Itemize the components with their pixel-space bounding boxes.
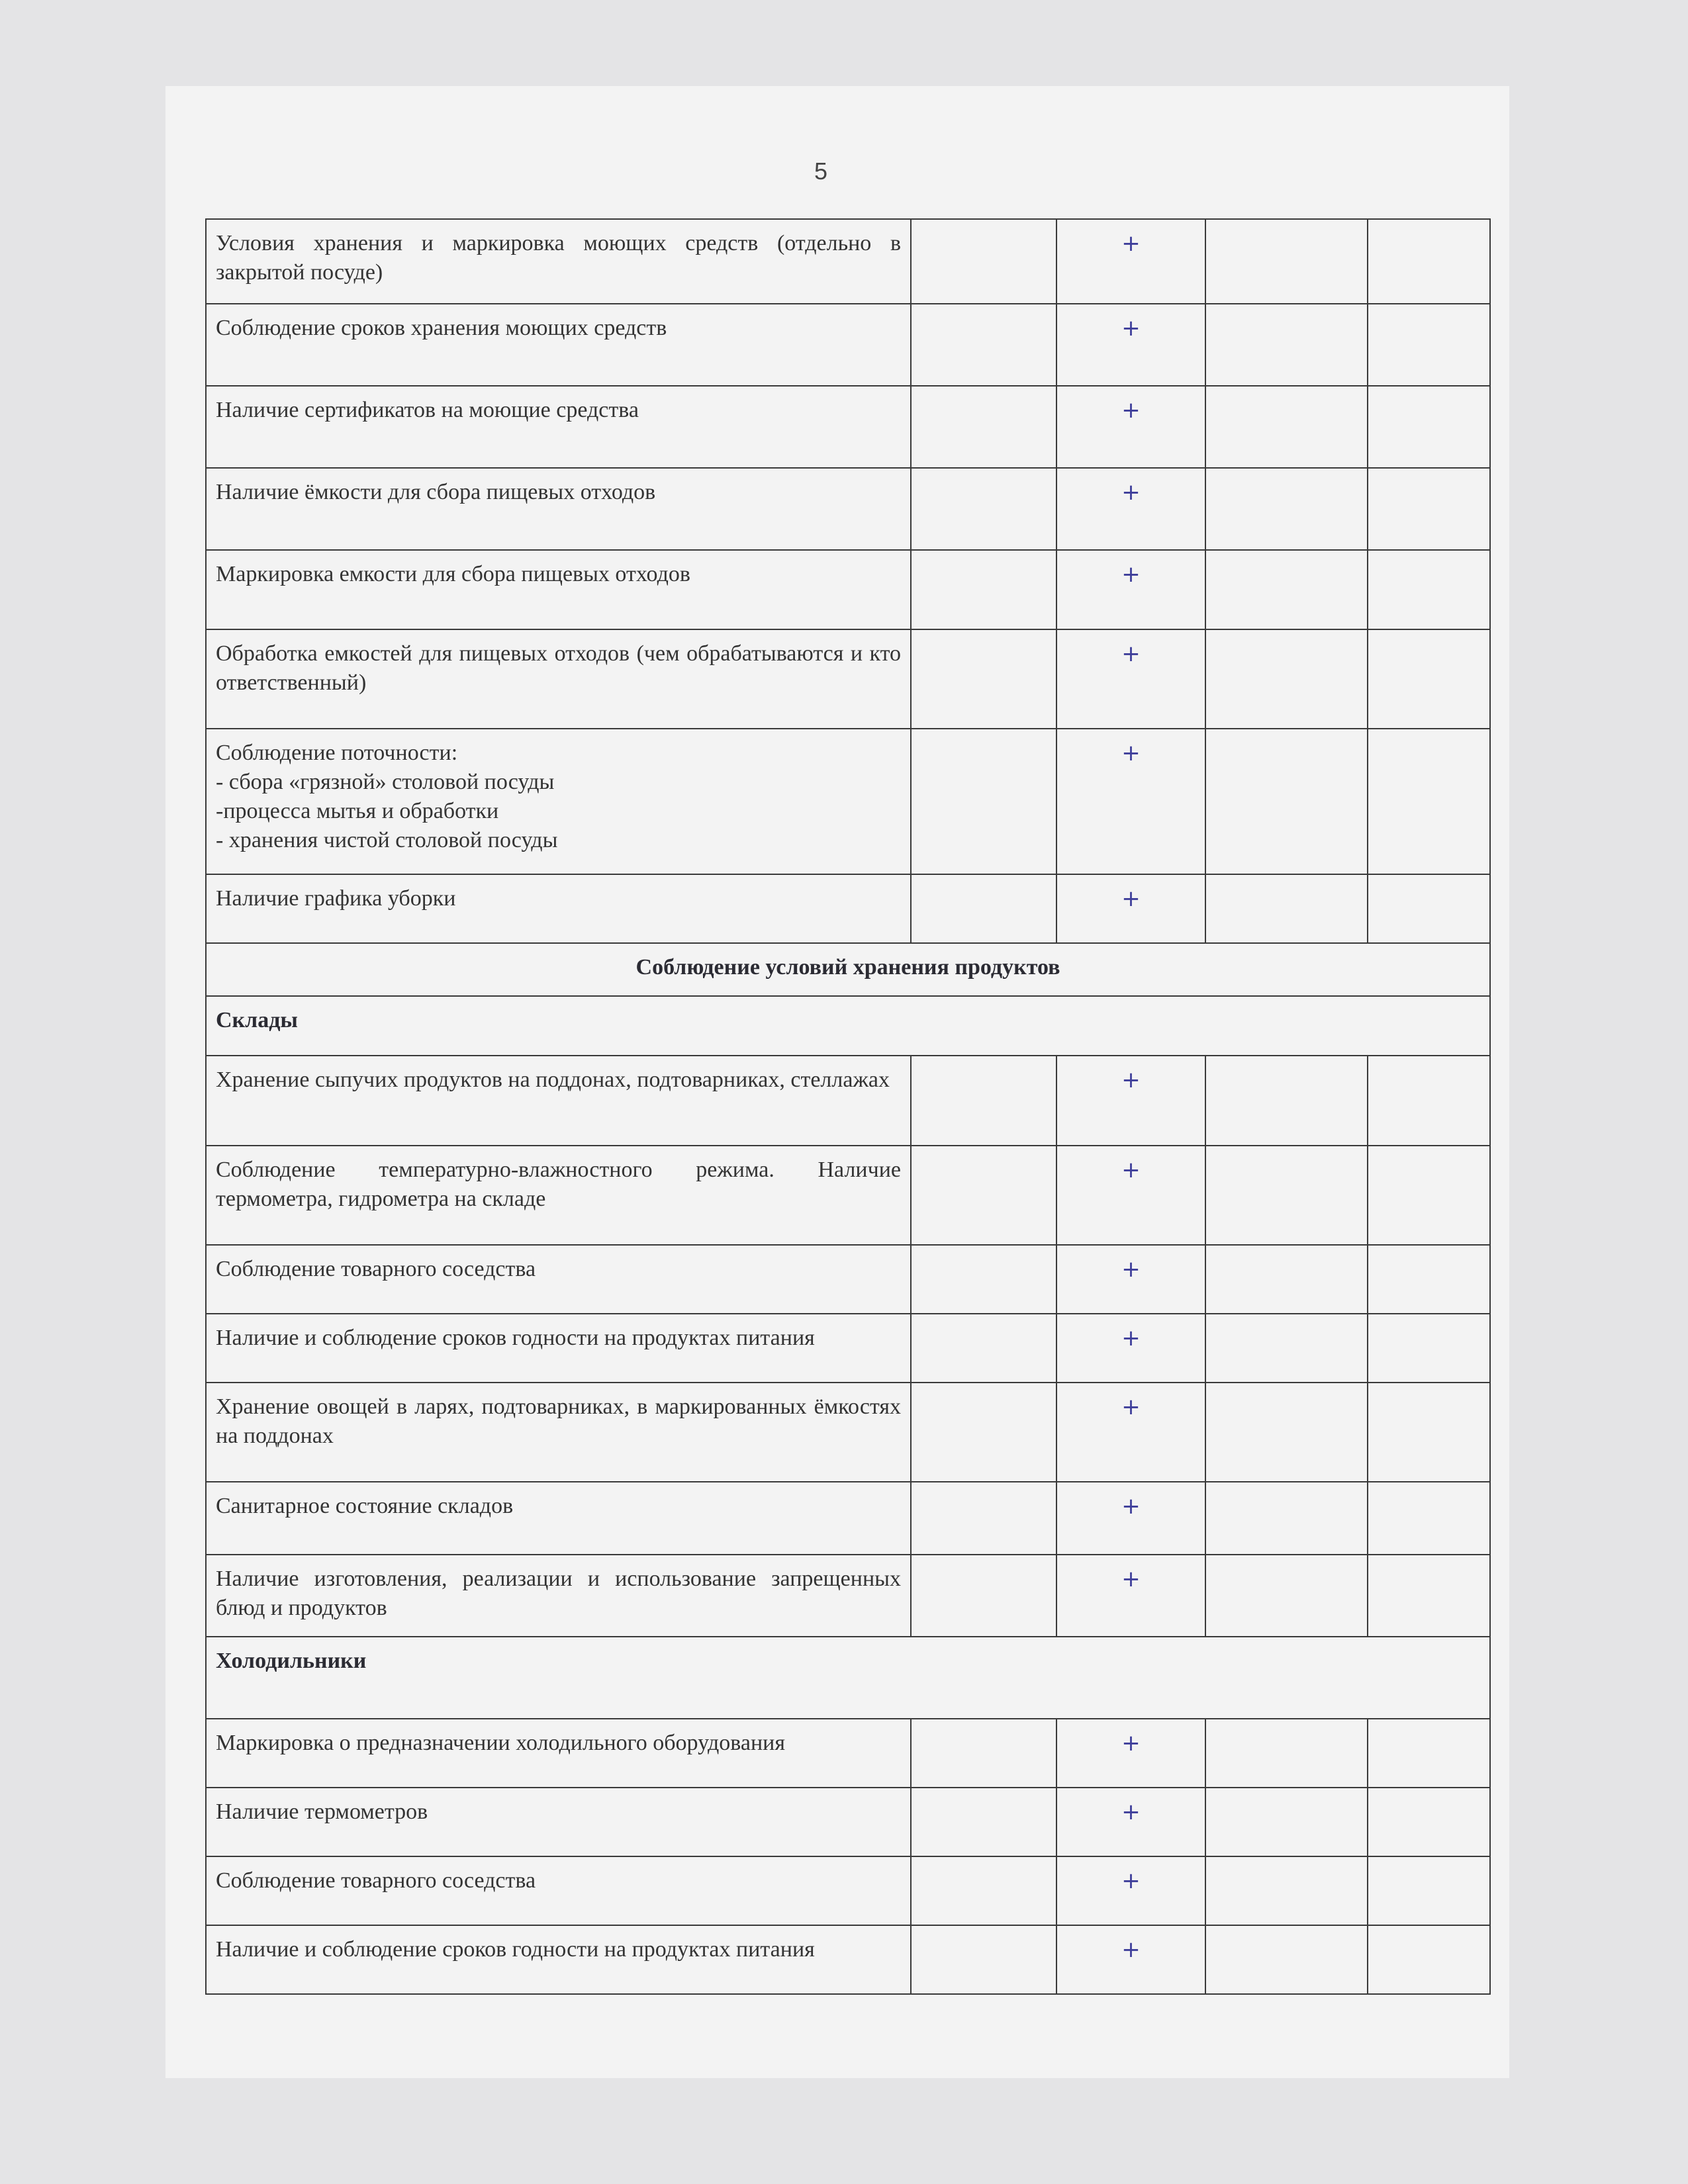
check-mark: + [1056, 1383, 1205, 1482]
checklist-table [205, 218, 1491, 1995]
empty-cell [1205, 1925, 1368, 1994]
check-item: Наличие и соблюдение сроков годности на продуктах питания [206, 1925, 911, 1994]
empty-cell [1368, 629, 1490, 729]
empty-cell [911, 304, 1056, 386]
check-mark: + [1056, 629, 1205, 729]
item-line: - сбора «грязной» столовой посуды [216, 770, 555, 794]
check-item-multiline [206, 729, 911, 874]
check-mark: + [1056, 304, 1205, 386]
check-item: Санитарное состояние складов [206, 1482, 911, 1555]
check-item: Наличие ёмкости для сбора пищевых отходов [206, 468, 911, 550]
check-mark: + [1056, 1555, 1205, 1637]
check-mark: + [1056, 1719, 1205, 1788]
subsection-row [206, 1637, 1490, 1719]
empty-cell [911, 1555, 1056, 1637]
check-mark: + [1056, 1146, 1205, 1245]
check-mark: + [1056, 1245, 1205, 1314]
check-mark: + [1056, 729, 1205, 874]
check-mark: + [1056, 1856, 1205, 1925]
empty-cell [911, 629, 1056, 729]
check-item: Наличие графика уборки [206, 874, 911, 943]
check-mark: + [1056, 1314, 1205, 1383]
empty-cell [911, 1856, 1056, 1925]
table-row [206, 304, 1490, 386]
empty-cell [911, 1719, 1056, 1788]
table-row [206, 1555, 1490, 1637]
table-row [206, 468, 1490, 550]
empty-cell [1205, 1555, 1368, 1637]
check-item: Наличие термометров [206, 1788, 911, 1856]
empty-cell [911, 1314, 1056, 1383]
table-row [206, 386, 1490, 468]
table-row [206, 1146, 1490, 1245]
check-mark: + [1056, 386, 1205, 468]
empty-cell [1368, 1856, 1490, 1925]
empty-cell [1205, 219, 1368, 304]
check-mark: + [1056, 1482, 1205, 1555]
empty-cell [911, 219, 1056, 304]
empty-cell [1205, 1482, 1368, 1555]
empty-cell [911, 386, 1056, 468]
table-row [206, 1925, 1490, 1994]
empty-cell [1368, 1555, 1490, 1637]
table-row [206, 629, 1490, 729]
empty-cell [1368, 386, 1490, 468]
empty-cell [1368, 1146, 1490, 1245]
table-row [206, 1314, 1490, 1383]
empty-cell [1205, 874, 1368, 943]
empty-cell [911, 1925, 1056, 1994]
empty-cell [1368, 874, 1490, 943]
empty-cell [1368, 1788, 1490, 1856]
table-row [206, 1056, 1490, 1146]
section-row [206, 943, 1490, 996]
check-item: Наличие изготовления, реализации и использование запрещенных блюд и продуктов [206, 1555, 911, 1637]
empty-cell [1205, 550, 1368, 629]
empty-cell [1205, 629, 1368, 729]
check-item: Соблюдение сроков хранения моющих средств [206, 304, 911, 386]
empty-cell [911, 874, 1056, 943]
empty-cell [1368, 1056, 1490, 1146]
table-row [206, 1383, 1490, 1482]
empty-cell [1368, 304, 1490, 386]
item-line: - хранения чистой столовой посуды [216, 828, 558, 852]
check-item: Хранение сыпучих продуктов на поддонах, подтоварниках, стеллажах [206, 1056, 911, 1146]
subsection-row [206, 996, 1490, 1056]
empty-cell [911, 550, 1056, 629]
subsection-title-sklady: Склады [206, 996, 1490, 1056]
check-mark: + [1056, 219, 1205, 304]
check-item: Условия хранения и маркировка моющих средств (отдельно в закрытой посуде) [206, 219, 911, 304]
check-item: Маркировка емкости для сбора пищевых отходов [206, 550, 911, 629]
empty-cell [1368, 468, 1490, 550]
table-row [206, 219, 1490, 304]
empty-cell [911, 1788, 1056, 1856]
empty-cell [1205, 1383, 1368, 1482]
empty-cell [1368, 1383, 1490, 1482]
empty-cell [1368, 1719, 1490, 1788]
check-item: Наличие сертификатов на моющие средства [206, 386, 911, 468]
empty-cell [1368, 219, 1490, 304]
table-row [206, 1245, 1490, 1314]
check-mark: + [1056, 1056, 1205, 1146]
table-row [206, 550, 1490, 629]
table-row [206, 1719, 1490, 1788]
check-mark: + [1056, 1925, 1205, 1994]
empty-cell [911, 1245, 1056, 1314]
table-row [206, 1788, 1490, 1856]
empty-cell [1368, 550, 1490, 629]
empty-cell [911, 468, 1056, 550]
empty-cell [1205, 1788, 1368, 1856]
empty-cell [1368, 1314, 1490, 1383]
empty-cell [911, 1482, 1056, 1555]
check-mark: + [1056, 550, 1205, 629]
empty-cell [911, 1056, 1056, 1146]
empty-cell [1368, 1245, 1490, 1314]
empty-cell [1205, 1314, 1368, 1383]
empty-cell [1205, 304, 1368, 386]
empty-cell [1368, 729, 1490, 874]
empty-cell [1205, 1146, 1368, 1245]
check-item: Наличие и соблюдение сроков годности на продуктах питания [206, 1314, 911, 1383]
empty-cell [911, 729, 1056, 874]
subsection-title-holodilniki: Холодильники [206, 1637, 1490, 1719]
empty-cell [1205, 1245, 1368, 1314]
check-mark: + [1056, 1788, 1205, 1856]
table-row [206, 1856, 1490, 1925]
section-title: Соблюдение условий хранения продуктов [206, 943, 1490, 996]
table-row [206, 874, 1490, 943]
empty-cell [911, 1383, 1056, 1482]
empty-cell [1368, 1925, 1490, 1994]
empty-cell [1205, 729, 1368, 874]
check-mark: + [1056, 468, 1205, 550]
empty-cell [1205, 386, 1368, 468]
check-item: Соблюдение товарного соседства [206, 1245, 911, 1314]
check-item: Соблюдение температурно-влажностного режима. Наличие термометра, гидрометра на складе [206, 1146, 911, 1245]
empty-cell [1205, 468, 1368, 550]
empty-cell [911, 1146, 1056, 1245]
empty-cell [1205, 1856, 1368, 1925]
check-mark: + [1056, 874, 1205, 943]
item-line: -процесса мытья и обработки [216, 799, 499, 823]
check-item: Маркировка о предназначении холодильного оборудования [206, 1719, 911, 1788]
empty-cell [1205, 1719, 1368, 1788]
check-item: Хранение овощей в ларях, подтоварниках, в маркированных ёмкостях на поддонах [206, 1383, 911, 1482]
check-item: Соблюдение товарного соседства [206, 1856, 911, 1925]
empty-cell [1205, 1056, 1368, 1146]
check-item: Обработка емкостей для пищевых отходов (чем обрабатываются и кто ответственный) [206, 629, 911, 729]
table-row [206, 1482, 1490, 1555]
table-row [206, 729, 1490, 874]
item-line: Соблюдение поточности: [216, 741, 458, 765]
page-number: 5 [814, 158, 828, 185]
empty-cell [1368, 1482, 1490, 1555]
